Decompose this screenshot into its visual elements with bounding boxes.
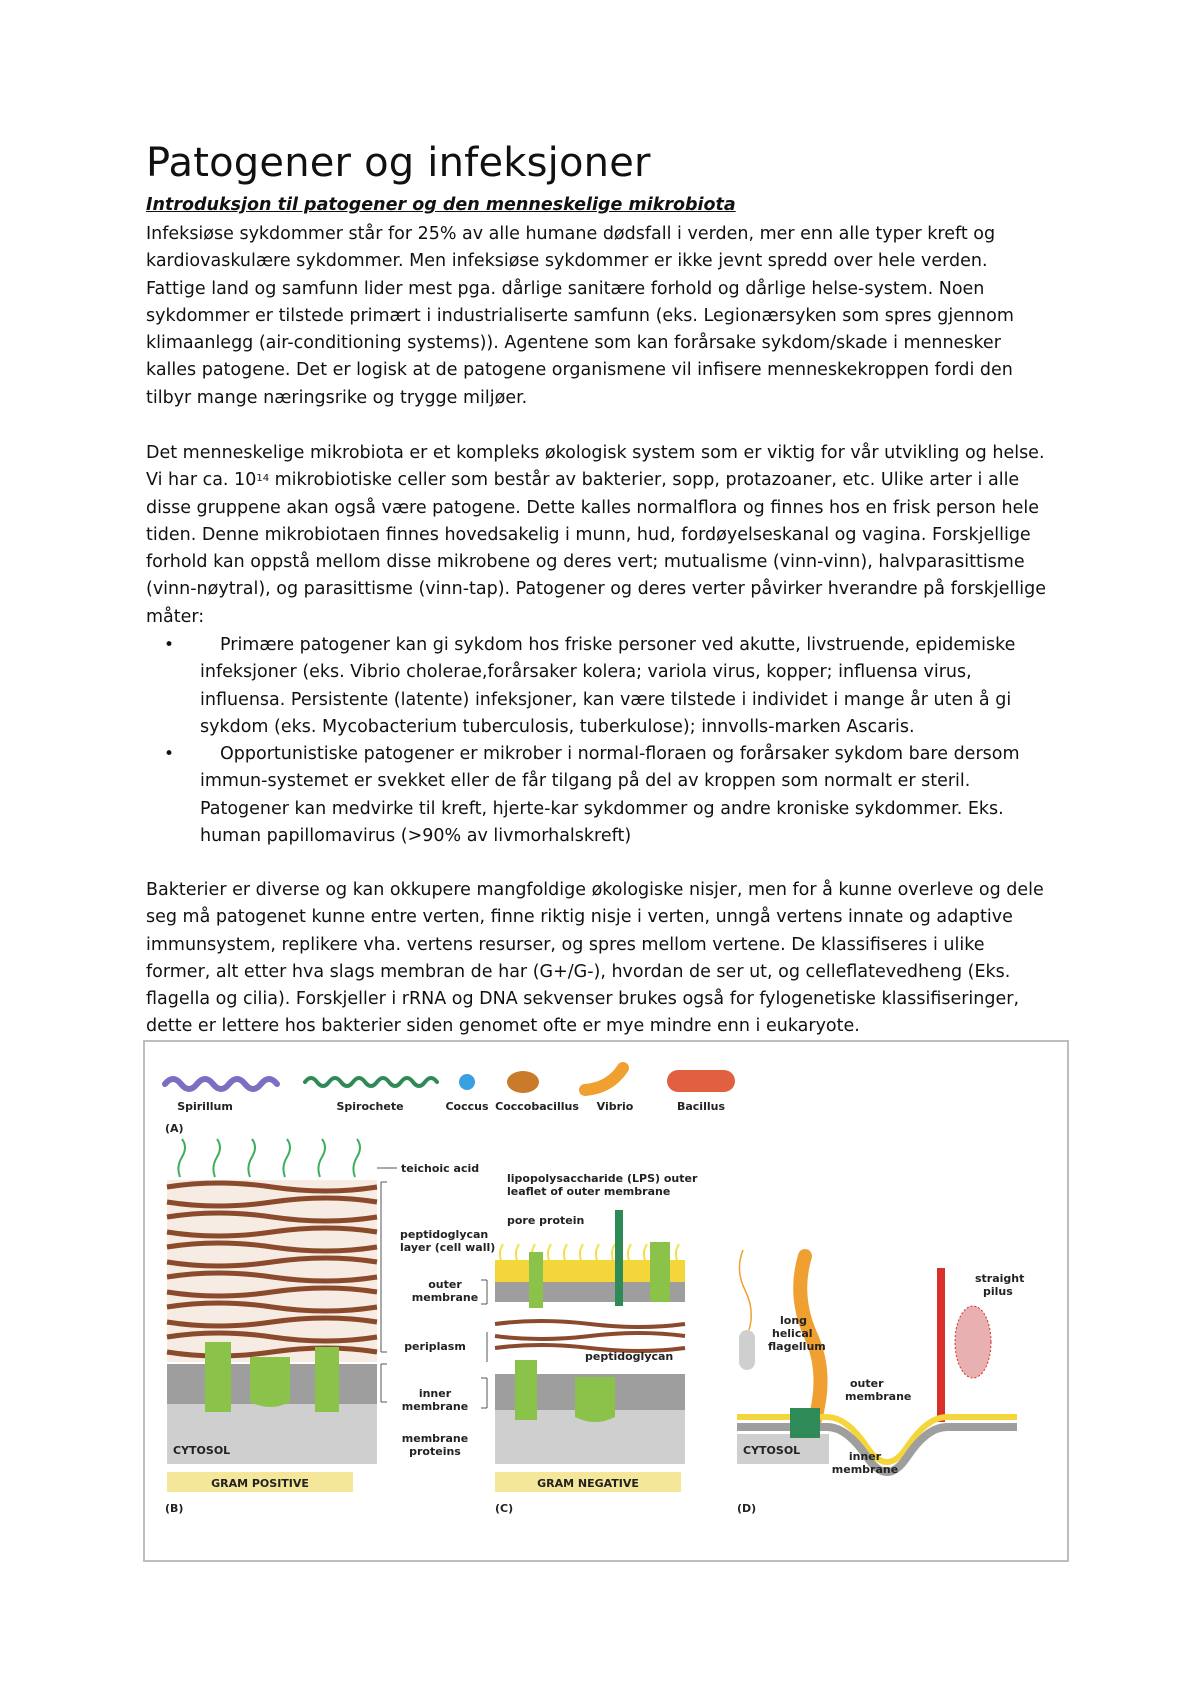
- paragraph-3: [146, 877, 1071, 1041]
- pilus-label: straight: [975, 1272, 1025, 1285]
- text-line: tilbyr mange næringsrike og trygge miljøer.: [146, 387, 528, 408]
- gram-negative-wall: [495, 1172, 698, 1515]
- text-line: seg må patogenet kunne entre verten, finne riktig nisje i verten, unngå vertens innate og adaptive: [146, 907, 1013, 928]
- inner-membrane-label: inner: [848, 1450, 882, 1463]
- shape-label: Vibrio: [596, 1100, 634, 1113]
- text-line: former, alt etter hva slags membran de har (G+/G-), hvordan de ser ut, og celleflatevedheng (Eks.: [146, 961, 1011, 982]
- page-title: Patogener og infeksjoner: [146, 140, 651, 186]
- bacillus-shape: [667, 1070, 735, 1092]
- bullet-item-opportunistic: [146, 741, 1071, 850]
- text-line: Primære patogener kan gi sykdom hos friske personer ved akutte, livstruende, epidemiske: [220, 635, 1016, 655]
- text-line: Det menneskelige mikrobiota er et kompleks økologisk system som er viktig for vår utvikling og helse.: [146, 443, 1045, 463]
- pore-protein-label: pore protein: [507, 1214, 585, 1227]
- flagellum-label: helical: [772, 1327, 813, 1340]
- text-line: Opportunistiske patogener er mikrober i normal-floraen og forårsaker sykdom bare dersom: [220, 744, 1020, 765]
- text-line: sykdommer er tilstede primært i industrialiserte samfunn (eks. Legionærsyken som spres gjennom: [146, 305, 1014, 326]
- text-line: Patogener kan medvirke til kreft, hjerte-kar sykdommer og andre kroniske sykdommer. Eks.: [200, 798, 1004, 819]
- gram-positive-label: GRAM POSITIVE: [211, 1477, 309, 1490]
- text-line: klimaanlegg (air-conditioning systems)). Agentene som kan forårsake sykdom/skade i mennesker: [146, 333, 1001, 354]
- text-fragment: mikrobiotiske celler som består av bakterier, sopp, protazoaner, etc. Ulike arter i alle: [269, 470, 1020, 491]
- text-line: [146, 467, 1071, 494]
- membrane-proteins-label: membrane: [401, 1432, 469, 1445]
- cytosol-label: CYTOSOL: [173, 1444, 231, 1457]
- outer-membrane-label: membrane: [845, 1390, 912, 1403]
- spirochete-shape: [305, 1078, 437, 1086]
- text-line: influensa. Persistente (latente) infeksjoner, kan være tilstede i individet i mange år uten å gi: [200, 689, 1012, 710]
- shape-label: Coccus: [445, 1100, 489, 1113]
- text-line: Fattige land og samfunn lider mest pga. dårlige sanitære forhold og dårlige helse-system. Noen: [146, 278, 985, 299]
- pilus-label: pilus: [983, 1285, 1013, 1298]
- panel-label: (D): [737, 1502, 757, 1515]
- vibrio-shape: [585, 1068, 623, 1090]
- peptidoglycan-label: peptidoglycan: [585, 1350, 674, 1363]
- text-line: immunsystem, replikere vha. vertens resurser, og spres mellom vertene. De klassifiseres i ulike: [146, 934, 985, 955]
- membrane-proteins-label: proteins: [409, 1445, 461, 1458]
- bullet-icon: •: [164, 744, 175, 765]
- paragraph-2: [146, 440, 1071, 631]
- bullet-icon: •: [164, 635, 175, 655]
- outer-membrane-label: membrane: [411, 1291, 479, 1304]
- inner-membrane-label: membrane: [401, 1400, 469, 1413]
- text-line: forhold kan oppstå mellom disse mikrobene og deres vert; mutualisme (vinn-vinn), halvparasittisme: [146, 552, 1025, 573]
- periplasm-label: periplasm: [404, 1340, 466, 1353]
- outer-membrane-label: outer: [428, 1278, 462, 1291]
- text-line: Infeksiøse sykdommer står for 25% av alle humane dødsfall i verden, mer enn alle typer kreft og: [146, 224, 996, 244]
- bullet-item-primary: [146, 632, 1071, 741]
- text-line: flagella og cilia). Forskjeller i rRNA og DNA sekvenser brukes også for fylogenetiske klassifiseringer,: [146, 989, 1020, 1010]
- bacteria-diagram: [145, 1042, 1067, 1560]
- section-subtitle: Introduksjon til patogener og den menneskelige mikrobiota: [146, 195, 736, 215]
- gram-positive-wall: [165, 1139, 377, 1515]
- text-line: måter:: [146, 606, 205, 627]
- lps-label: lipopolysaccharide (LPS) outer: [507, 1172, 698, 1185]
- shape-label: Spirochete: [336, 1100, 404, 1113]
- gram-negative-label: GRAM NEGATIVE: [537, 1477, 639, 1490]
- text-line: tiden. Denne mikrobiotaen finnes hovedsakelig i munn, hud, fordøyelseskanal og vagina. Forskjellige: [146, 524, 1031, 545]
- shape-label: Coccobacillus: [495, 1100, 579, 1113]
- text-line: immun-systemet er svekket eller de får tilgang på del av kroppen som normalt er steril.: [200, 771, 971, 792]
- flagellum-label: long: [780, 1314, 808, 1327]
- panel-label: (C): [495, 1502, 514, 1515]
- teichoic-acid-label: teichoic acid: [401, 1162, 480, 1175]
- peptidoglycan-layer-label: layer (cell wall): [400, 1241, 496, 1254]
- cytosol-label: CYTOSOL: [743, 1444, 801, 1457]
- text-line: (vinn-nøytral), og parasittisme (vinn-tap). Patogener og deres verter påvirker hverandre på forskjellige: [146, 579, 1046, 600]
- bullet-list: [146, 632, 1071, 850]
- inner-membrane-label: membrane: [831, 1463, 899, 1476]
- coccus-shape: [459, 1074, 475, 1090]
- text-line: kardiovaskulære sykdommer. Men infeksiøse sykdommer er ikke jevnt spredd over hele verden.: [146, 251, 988, 272]
- inner-membrane-label: inner: [418, 1387, 452, 1400]
- text-line: sykdom (eks. Mycobacterium tuberculosis, tuberkulose); innvolls-marken Ascaris.: [200, 716, 915, 737]
- outer-membrane-label: outer: [850, 1377, 884, 1390]
- peptidoglycan-layer-label: peptidoglycan: [400, 1228, 489, 1241]
- text-line: human papillomavirus (>90% av livmorhalskreft): [200, 826, 632, 847]
- flagellum-label: flagellum: [768, 1340, 826, 1353]
- bacteria-figure: [143, 1040, 1069, 1562]
- text-fragment: Vi har ca. 10: [146, 470, 257, 491]
- panel-label: (A): [165, 1122, 184, 1135]
- text-line: infeksjoner (eks. Vibrio cholerae,forårsaker kolera; variola virus, kopper; influensa virus,: [200, 662, 972, 683]
- panel-label: (B): [165, 1502, 184, 1515]
- membrane-labels: [377, 1162, 495, 1458]
- text-line: dette er lettere hos bakterier siden genomet ofte er mye mindre enn i eukaryote.: [146, 1016, 860, 1037]
- flagellum-pilus-panel: [737, 1250, 1024, 1515]
- lps-label: leaflet of outer membrane: [507, 1185, 671, 1198]
- text-line: kalles patogene. Det er logisk at de patogene organismene vil infisere menneskekroppen fordi den: [146, 360, 1013, 381]
- text-line: disse gruppene akan også være patogene. Dette kalles normalflora og finnes hos en frisk person hele: [146, 497, 1039, 518]
- coccobacillus-shape: [507, 1071, 539, 1093]
- shape-label: Bacillus: [676, 1100, 726, 1113]
- spirillum-shape: [165, 1079, 277, 1089]
- shape-label: Spirillum: [177, 1100, 233, 1113]
- exponent: 14: [256, 473, 270, 485]
- paragraph-1: [146, 221, 1071, 412]
- text-line: Bakterier er diverse og kan okkupere mangfoldige økologiske nisjer, men for å kunne overleve og dele: [146, 880, 1044, 900]
